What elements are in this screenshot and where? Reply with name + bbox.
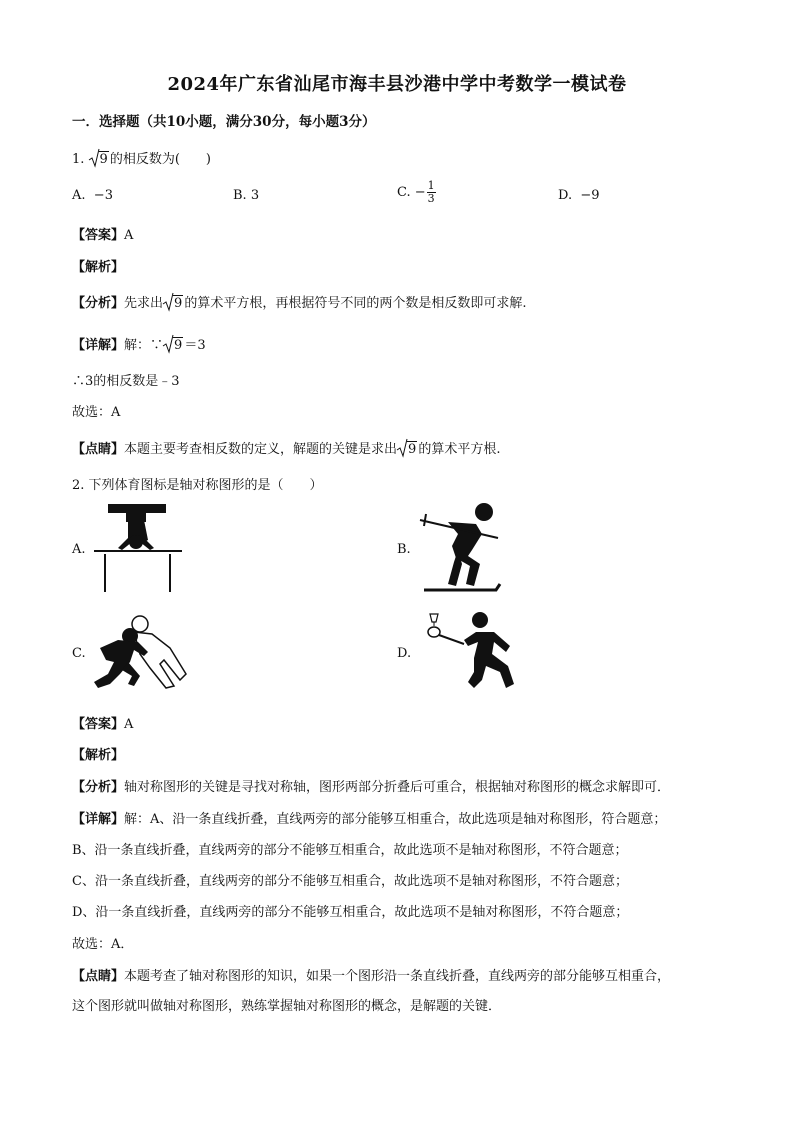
badminton-icon xyxy=(418,608,536,694)
section-heading: 一．选择题（共10小题，满分30分，每小题3分） xyxy=(72,114,376,130)
q1-option-c: C. − $\frac{1}{3}$ xyxy=(397,179,435,205)
q2-detail-a: 【详解】解：A、沿一条直线折叠，直线两旁的部分能够互相重合，故此选项是轴对称图形，符合题意； xyxy=(72,812,667,827)
q1-option-b: B. 3 xyxy=(233,188,260,203)
q1-number: 1. xyxy=(72,152,85,167)
q2-detail-c: C、沿一条直线折叠，直线两旁的部分不能够互相重合，故此选项不是轴对称图形，不符合题意； xyxy=(72,874,628,889)
sqrt-9: 9 xyxy=(398,442,417,457)
q2-detail-b: B、沿一条直线折叠，直线两旁的部分不能够互相重合，故此选项不是轴对称图形，不符合题意； xyxy=(72,843,628,858)
q1-fenxi: 【分析】先求出 9 的算术平方根，再根据符号不同的两个数是相反数即可求解. xyxy=(72,292,526,311)
q1-stem xyxy=(72,148,211,167)
sqrt-9: 9 xyxy=(90,152,109,167)
sqrt-9: 9 xyxy=(164,296,183,311)
q1-answer: 【答案】A xyxy=(72,228,134,243)
q2-analysis-tag: 【解析】 xyxy=(72,748,125,763)
q2-label-c: C. xyxy=(72,646,86,661)
q2-label-d: D. xyxy=(397,646,412,661)
handstand-icon xyxy=(92,502,184,594)
page-title: 2024年广东省汕尾市海丰县沙港中学中考数学一模试卷 xyxy=(167,74,627,95)
q2-fenxi: 【分析】轴对称图形的关键是寻找对称轴，图形两部分折叠后可重合，根据轴对称图形的概念求解即可． xyxy=(72,780,671,795)
q2-detail-d: D、沿一条直线折叠，直线两旁的部分不能够互相重合，故此选项不是轴对称图形，不符合题意； xyxy=(72,905,629,920)
q1-stem-text: 的相反数为( ) xyxy=(109,152,211,167)
q1-comment: 【点睛】本题主要考查相反数的定义，解题的关键是求出 9 的算术平方根. xyxy=(72,438,500,457)
q1-option-a: A. −3 xyxy=(72,188,113,203)
q1-choose: 故选：A xyxy=(72,405,121,420)
q1-detail: 【详解】解：∵ 9 ＝3 xyxy=(72,334,206,353)
skiing-icon xyxy=(418,500,504,596)
q1-option-d: D. −9 xyxy=(558,188,600,203)
q1-analysis-tag: 【解析】 xyxy=(72,260,125,275)
q2-comment-1: 【点睛】本题考查了轴对称图形的知识，如果一个图形沿一条直线折叠，直线两旁的部分能够互相重合， xyxy=(72,969,671,984)
q2-answer: 【答案】A xyxy=(72,717,134,732)
q2-choose: 故选：A． xyxy=(72,937,134,952)
fraction-one-third: $\frac{1}{3}$ xyxy=(427,179,435,205)
q2-label-b: B. xyxy=(397,542,411,557)
q2-comment-2: 这个图形就叫做轴对称图形，熟练掌握轴对称图形的概念，是解题的关键． xyxy=(72,999,502,1014)
sqrt-9: 9 xyxy=(164,338,183,353)
wrestling-icon xyxy=(90,614,194,690)
q2-label-a: A. xyxy=(72,542,86,557)
q2-stem: 2. 下列体育图标是轴对称图形的是（ ） xyxy=(72,478,323,493)
q1-therefore: ∴3的相反数是﹣3 xyxy=(72,374,180,389)
